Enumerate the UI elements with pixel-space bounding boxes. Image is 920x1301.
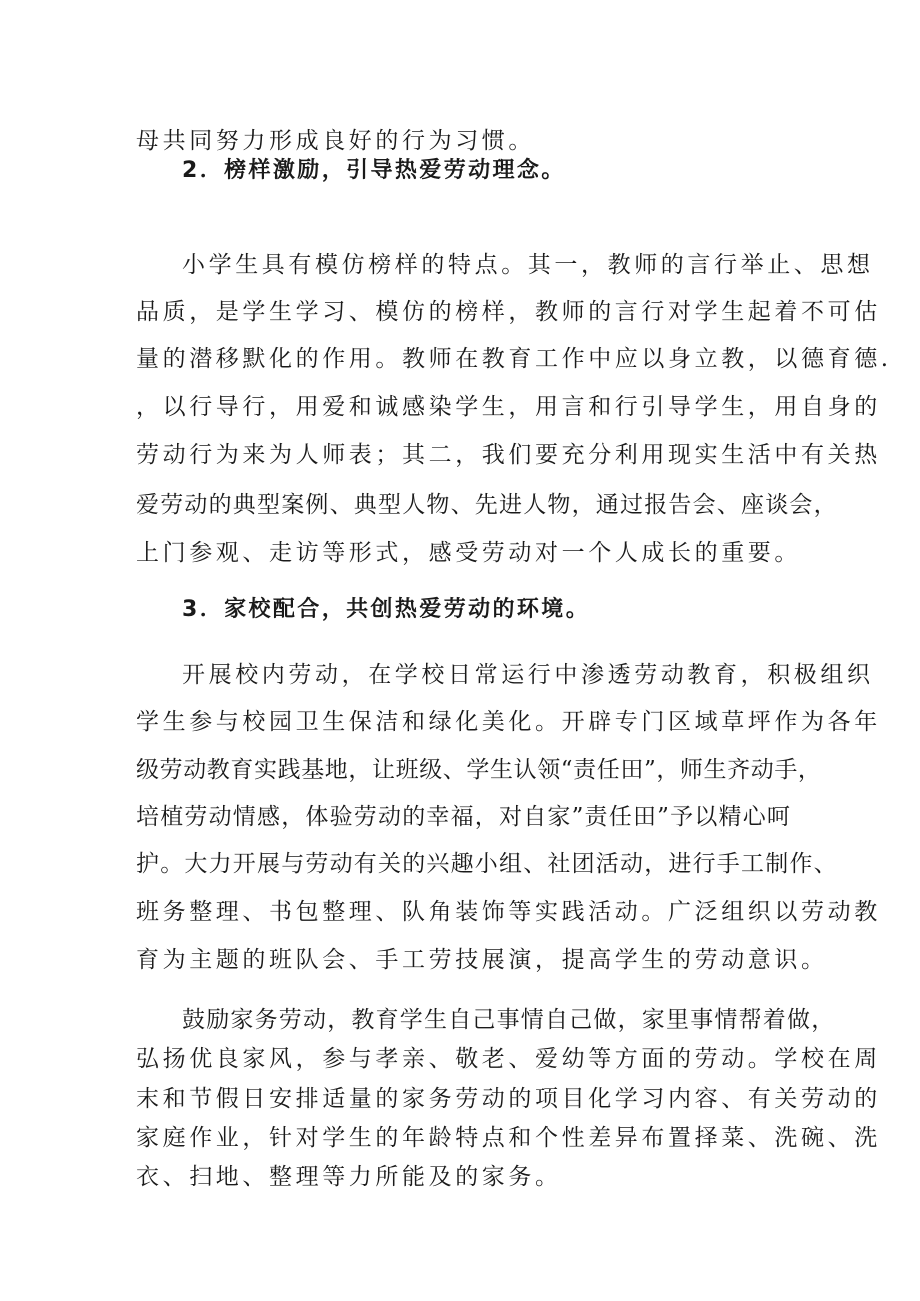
paragraph-line: 班务整理、书包整理、队角装饰等实践活动。广泛组织以劳动教: [136, 899, 881, 925]
intro-tail-line: 母共同努力形成良好的行为习惯。: [136, 128, 535, 154]
paragraph-line: 量的潜移默化的作用。教师在教育工作中应以身立教，以德育德.: [136, 346, 892, 372]
paragraph-line: 育为主题的班队会、手工劳技展演，提高学生的劳动意识。: [136, 947, 828, 973]
paragraph-line: 开展校内劳动，在学校日常运行中渗透劳动教育，积极组织: [182, 662, 874, 688]
paragraph-line: 家庭作业，针对学生的年龄特点和个性差异布置择菜、洗碗、洗: [136, 1125, 881, 1151]
paragraph-line: 护。大力开展与劳动有关的兴趣小组、社团活动，进行手工制作、: [136, 851, 838, 877]
paragraph-line: ，以行导行，用爱和诚感染学生，用言和行引导学生，用自身的: [136, 394, 881, 420]
paragraph-line: 弘扬优良家风，参与孝亲、敬老、爱幼等方面的劳动。学校在周: [136, 1046, 881, 1072]
paragraph-line: 学生参与校园卫生保洁和绿化美化。开辟专门区域草坪作为各年: [136, 709, 881, 735]
paragraph-line: 末和节假日安排适量的家务劳动的项目化学习内容、有关劳动的: [136, 1086, 881, 1112]
paragraph-line: 劳动行为来为人师表；其二，我们要充分利用现实生活中有关热: [136, 442, 881, 468]
paragraph-line: 品质，是学生学习、模仿的榜样，教师的言行对学生起着不可估: [136, 299, 881, 325]
paragraph-line: 小学生具有模仿榜样的特点。其一，教师的言行举止、思想: [182, 252, 874, 278]
paragraph-line: 爱劳动的典型案例、典型人物、先进人物，通过报告会、座谈会，: [136, 492, 838, 518]
paragraph-line: 上门参观、走访等形式，感受劳动对一个人成长的重要。: [136, 540, 801, 566]
section2-heading: 2．榜样激励，引导热爱劳动理念。: [182, 158, 566, 183]
paragraph-line: 衣、扫地、整理等力所能及的家务。: [136, 1164, 562, 1190]
section3-heading: 3．家校配合，共创热爱劳动的环境。: [182, 597, 591, 622]
paragraph-line: 级劳动教育实践基地，让班级、学生认领“责任田”，师生齐动手，: [136, 757, 822, 783]
paragraph-line: 鼓励家务劳动，教育学生自己事情自己做，家里事情帮着做，: [182, 1007, 836, 1033]
paragraph-line: 培植劳动情感，体验劳动的幸福，对自家”责任田”予以精心呵: [136, 804, 792, 830]
